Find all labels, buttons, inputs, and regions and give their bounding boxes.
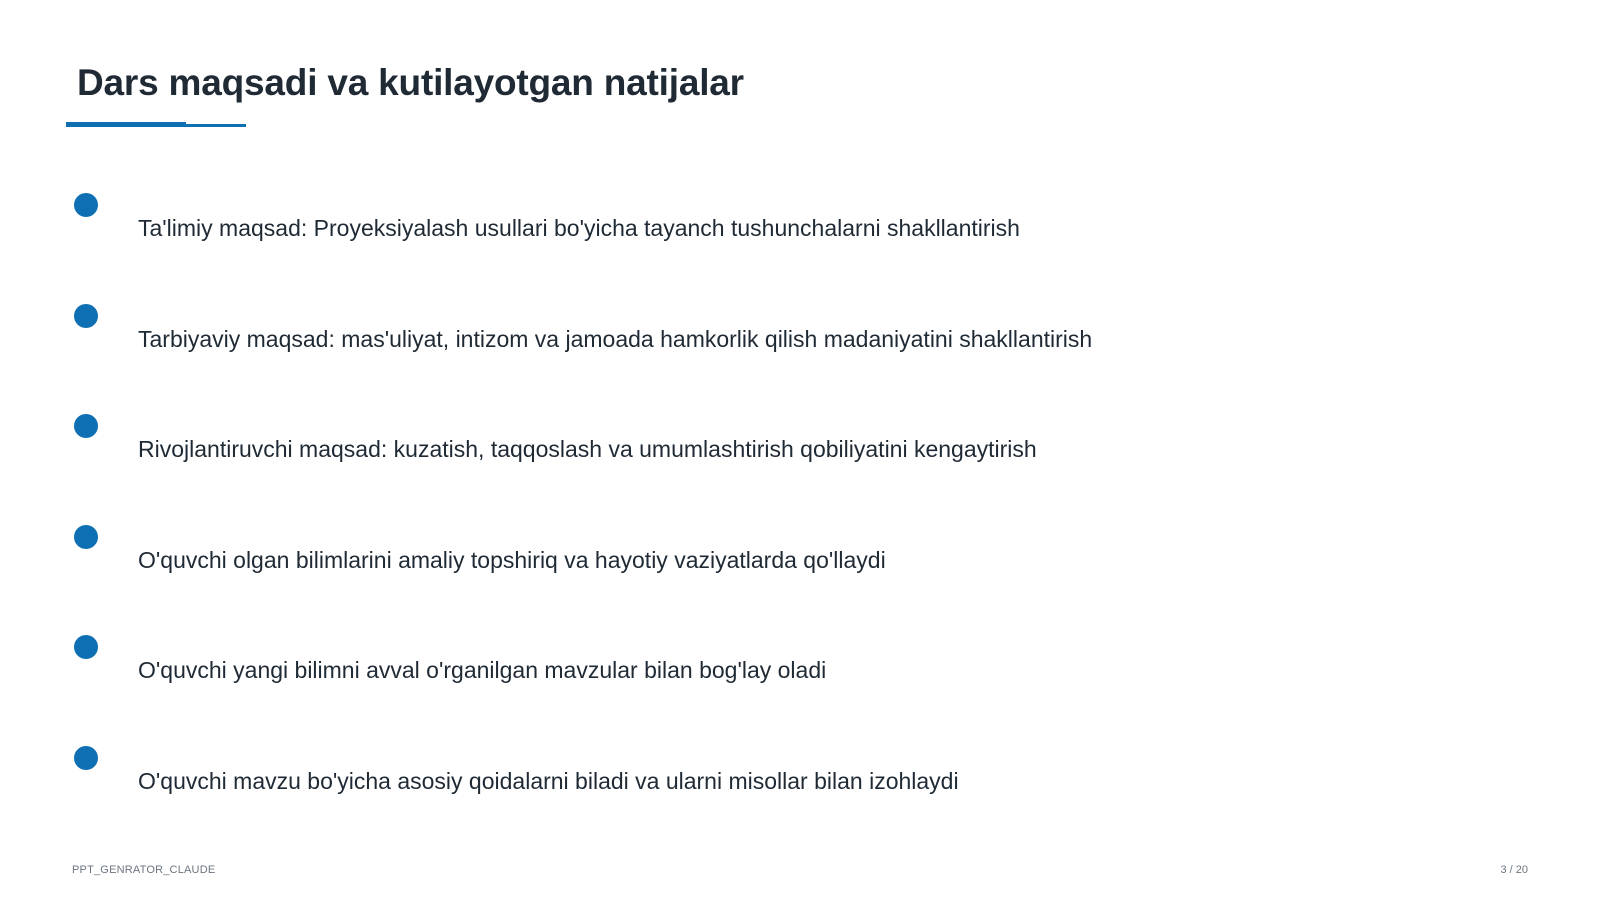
bullet-text: Tarbiyaviy maqsad: mas'uliyat, intizom va jamoada hamkorlik qilish madaniyatini shakllantirish [138,326,1093,352]
bullet-item [74,414,1514,474]
bullet-item [74,304,1514,364]
bullet-dot-icon [74,304,98,328]
bullet-item [74,525,1514,585]
bullet-text: O'quvchi yangi bilimni avval o'rganilgan mavzular bilan bog'lay oladi [138,657,827,683]
bullet-item [74,635,1514,695]
footer-brand: PPT_GENRATOR_CLAUDE [72,864,216,876]
bullet-dot-icon [74,746,98,770]
bullet-text: O'quvchi mavzu bo'yicha asosiy qoidalarni biladi va ularni misollar bilan izohlaydi [138,768,959,794]
bullet-text: O'quvchi olgan bilimlarini amaliy topshiriq va hayotiy vaziyatlarda qo'llaydi [138,547,886,573]
bullet-dot-icon [74,193,98,217]
bullet-text: Rivojlantiruvchi maqsad: kuzatish, taqqoslash va umumlashtirish qobiliyatini kengaytirish [138,436,1037,462]
slide-title: Dars maqsadi va kutilayotgan natijalar [77,62,744,103]
bullet-dot-icon [74,414,98,438]
bullet-item [74,193,1514,253]
bullet-item [74,746,1514,806]
page-indicator: 3 / 20 [1500,864,1528,876]
bullet-dot-icon [74,525,98,549]
bullet-text: Ta'limiy maqsad: Proyeksiyalash usullari bo'yicha tayanch tushunchalarni shakllantirish [138,215,1020,241]
bullet-dot-icon [74,635,98,659]
